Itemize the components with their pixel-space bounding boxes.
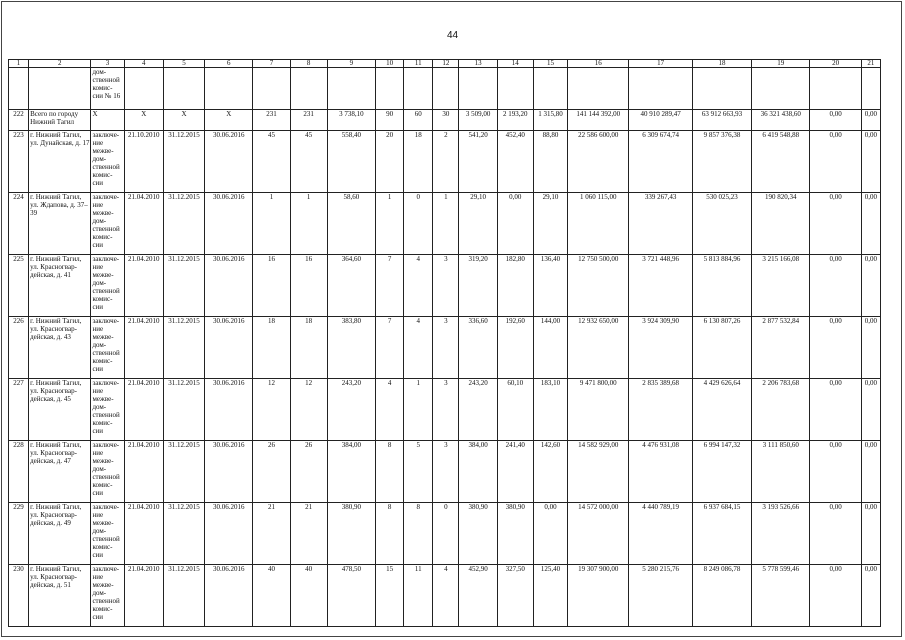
- table-cell: X: [205, 110, 253, 131]
- table-cell: [692, 68, 751, 110]
- table-cell: 90: [376, 110, 404, 131]
- table-cell: 36 321 438,60: [752, 110, 810, 131]
- table-cell: 5 813 884,96: [692, 255, 751, 317]
- table-cell: 8: [376, 441, 404, 503]
- table-cell: 2: [433, 131, 459, 193]
- table-cell: 383,80: [327, 317, 375, 379]
- column-number-cell: 16: [568, 60, 629, 68]
- table-cell: 45: [290, 131, 327, 193]
- table-row: [9, 379, 881, 441]
- table-cell: 0,00: [810, 193, 861, 255]
- table-cell: 380,90: [497, 503, 533, 565]
- table-cell: 0,00: [861, 131, 880, 193]
- table-cell: [205, 68, 253, 110]
- table-cell: [124, 68, 163, 110]
- table-cell: 12 932 650,00: [568, 317, 629, 379]
- table-cell: 6 309 674,74: [629, 131, 692, 193]
- table-cell: [163, 68, 204, 110]
- table-cell: 222: [9, 110, 29, 131]
- table-cell: 30.06.2016: [205, 193, 253, 255]
- table-cell: 380,90: [459, 503, 497, 565]
- column-number-cell: 6: [205, 60, 253, 68]
- table-cell: 4 429 626,64: [692, 379, 751, 441]
- column-number-cell: 13: [459, 60, 497, 68]
- column-number-cell: 1: [9, 60, 29, 68]
- table-cell: [253, 68, 290, 110]
- table-cell: г. Нижний Тагил, ул. Ждапова, д. 37–39: [29, 193, 91, 255]
- table-cell: 339 267,43: [629, 193, 692, 255]
- table-cell: [376, 68, 404, 110]
- table-cell: 26: [290, 441, 327, 503]
- table-cell: 21.04.2010: [124, 317, 163, 379]
- table-cell: заключе- ние межве- дом- ственной комис- сии: [91, 255, 124, 317]
- table-row: [9, 441, 881, 503]
- table-cell: 22 586 600,00: [568, 131, 629, 193]
- column-number-cell: 4: [124, 60, 163, 68]
- table-cell: 0,00: [810, 503, 861, 565]
- table-row: [9, 68, 881, 110]
- table-cell: [433, 68, 459, 110]
- table-cell: 0: [433, 503, 459, 565]
- column-number-cell: 14: [497, 60, 533, 68]
- table-cell: 558,40: [327, 131, 375, 193]
- table-cell: 21.04.2010: [124, 441, 163, 503]
- table-cell: [9, 68, 29, 110]
- table-cell: 336,60: [459, 317, 497, 379]
- table-cell: 364,60: [327, 255, 375, 317]
- table-cell: 4: [433, 565, 459, 627]
- table-cell: 182,80: [497, 255, 533, 317]
- column-number-cell: 5: [163, 60, 204, 68]
- table-cell: [568, 68, 629, 110]
- table-cell: 6 130 807,26: [692, 317, 751, 379]
- table-cell: 141 144 392,00: [568, 110, 629, 131]
- table-cell: [327, 68, 375, 110]
- table-body: [9, 60, 881, 627]
- column-number-cell: 3: [91, 60, 124, 68]
- table-cell: 30: [433, 110, 459, 131]
- table-cell: 243,20: [327, 379, 375, 441]
- table-cell: 8: [404, 503, 433, 565]
- table-cell: 18: [290, 317, 327, 379]
- table-cell: 0,00: [497, 193, 533, 255]
- column-number-row: [9, 60, 881, 68]
- table-cell: 190 820,34: [752, 193, 810, 255]
- table-cell: 0,00: [810, 441, 861, 503]
- table-cell: 230: [9, 565, 29, 627]
- table-cell: X: [91, 110, 124, 131]
- table-cell: 0: [404, 193, 433, 255]
- table-cell: 452,90: [459, 565, 497, 627]
- table-cell: 2 193,20: [497, 110, 533, 131]
- table-cell: 30.06.2016: [205, 503, 253, 565]
- table-cell: 31.12.2015: [163, 131, 204, 193]
- table-row: [9, 503, 881, 565]
- table-cell: 40: [253, 565, 290, 627]
- table-cell: 225: [9, 255, 29, 317]
- table-cell: г. Нижний Тагил, ул. Красногвар-дейская, д. 45: [29, 379, 91, 441]
- table-cell: 21.04.2010: [124, 255, 163, 317]
- column-number-cell: 7: [253, 60, 290, 68]
- table-cell: 58,60: [327, 193, 375, 255]
- table-cell: 14 582 929,00: [568, 441, 629, 503]
- table-cell: 3 738,10: [327, 110, 375, 131]
- table-cell: 478,50: [327, 565, 375, 627]
- table-cell: 31.12.2015: [163, 255, 204, 317]
- table-cell: 5 778 599,46: [752, 565, 810, 627]
- table-cell: 3 509,00: [459, 110, 497, 131]
- table-cell: 0,00: [810, 131, 861, 193]
- table-cell: 144,00: [533, 317, 567, 379]
- table-row: [9, 131, 881, 193]
- table-cell: заключе- ние межве- дом- ственной комис- сии: [91, 503, 124, 565]
- table-cell: 384,00: [327, 441, 375, 503]
- column-number-cell: 20: [810, 60, 861, 68]
- table-cell: 63 912 663,93: [692, 110, 751, 131]
- table-cell: 15: [376, 565, 404, 627]
- table-cell: 21.10.2010: [124, 131, 163, 193]
- table-cell: 3: [433, 317, 459, 379]
- table-cell: 2 835 389,68: [629, 379, 692, 441]
- table-cell: 31.12.2015: [163, 193, 204, 255]
- table-cell: [404, 68, 433, 110]
- table-cell: г. Нижний Тагил, ул. Красногвар-дейская, д. 47: [29, 441, 91, 503]
- table-cell: 1 315,80: [533, 110, 567, 131]
- table-cell: г. Нижний Тагил, ул. Красногвар-дейская, д. 49: [29, 503, 91, 565]
- table-cell: 3: [433, 379, 459, 441]
- table-cell: 226: [9, 317, 29, 379]
- table-cell: [533, 68, 567, 110]
- table-cell: 31.12.2015: [163, 379, 204, 441]
- table-cell: 3 111 850,60: [752, 441, 810, 503]
- table-cell: 31.12.2015: [163, 317, 204, 379]
- table-cell: 16: [253, 255, 290, 317]
- table-cell: 384,00: [459, 441, 497, 503]
- table-cell: 327,50: [497, 565, 533, 627]
- table-cell: 29,10: [533, 193, 567, 255]
- table-cell: 231: [290, 110, 327, 131]
- table-cell: 229: [9, 503, 29, 565]
- table-cell: 1: [290, 193, 327, 255]
- table-cell: заключе- ние межве- дом- ственной комис- сии: [91, 317, 124, 379]
- table-cell: 4: [404, 255, 433, 317]
- table-cell: 228: [9, 441, 29, 503]
- column-number-cell: 19: [752, 60, 810, 68]
- table-cell: 0,00: [861, 193, 880, 255]
- table-cell: 1: [433, 193, 459, 255]
- table-cell: заключе- ние межве- дом- ственной комис- сии: [91, 441, 124, 503]
- table-cell: 223: [9, 131, 29, 193]
- table-cell: [861, 68, 880, 110]
- table-cell: 243,20: [459, 379, 497, 441]
- table-cell: 0,00: [861, 317, 880, 379]
- table-cell: дом- ственной комис- сии № 16: [91, 68, 124, 110]
- table-cell: [459, 68, 497, 110]
- table-cell: заключе- ние межве- дом- ственной комис- сии: [91, 379, 124, 441]
- table-cell: 7: [376, 317, 404, 379]
- column-number-cell: 21: [861, 60, 880, 68]
- column-number-cell: 18: [692, 60, 751, 68]
- table-row: [9, 255, 881, 317]
- column-number-cell: 11: [404, 60, 433, 68]
- table-cell: 21: [290, 503, 327, 565]
- table-cell: 11: [404, 565, 433, 627]
- page-number: 44: [446, 30, 459, 41]
- table-cell: 2 206 783,68: [752, 379, 810, 441]
- table-cell: 88,80: [533, 131, 567, 193]
- table-cell: X: [124, 110, 163, 131]
- table-cell: 30.06.2016: [205, 565, 253, 627]
- table-cell: [290, 68, 327, 110]
- table-cell: 0,00: [861, 565, 880, 627]
- table-cell: 21.04.2010: [124, 503, 163, 565]
- table-cell: 0,00: [810, 317, 861, 379]
- table-cell: 5: [404, 441, 433, 503]
- table-cell: г. Нижний Тагил, ул. Красногвар-дейская, д. 51: [29, 565, 91, 627]
- table-cell: 21.04.2010: [124, 193, 163, 255]
- table-cell: 60: [404, 110, 433, 131]
- table-cell: X: [163, 110, 204, 131]
- table-cell: 0,00: [810, 255, 861, 317]
- table-cell: г. Нижний Тагил, ул. Красногвар-дейская, д. 41: [29, 255, 91, 317]
- table-cell: [29, 68, 91, 110]
- column-number-cell: 8: [290, 60, 327, 68]
- column-number-cell: 12: [433, 60, 459, 68]
- table-cell: 14 572 000,00: [568, 503, 629, 565]
- table-cell: заключе- ние межве- дом- ственной комис- сии: [91, 565, 124, 627]
- table-cell: 18: [404, 131, 433, 193]
- table-cell: [810, 68, 861, 110]
- table-cell: 0,00: [533, 503, 567, 565]
- table-cell: 21.04.2010: [124, 565, 163, 627]
- table-cell: 1: [253, 193, 290, 255]
- table-cell: 0,00: [810, 379, 861, 441]
- table-row: [9, 317, 881, 379]
- table-cell: 1 060 115,00: [568, 193, 629, 255]
- table-cell: 21.04.2010: [124, 379, 163, 441]
- table-cell: заключе- ние межве- дом- ственной комис- сии: [91, 193, 124, 255]
- table-cell: 136,40: [533, 255, 567, 317]
- table-cell: 8: [376, 503, 404, 565]
- table-cell: заключе- ние межве- дом- ственной комис- сии: [91, 131, 124, 193]
- table-cell: 26: [253, 441, 290, 503]
- table-cell: 4: [376, 379, 404, 441]
- table-cell: 12: [253, 379, 290, 441]
- table-cell: 0,00: [861, 379, 880, 441]
- table-cell: 3 924 309,90: [629, 317, 692, 379]
- table-row: [9, 193, 881, 255]
- table-cell: 45: [253, 131, 290, 193]
- table-cell: 231: [253, 110, 290, 131]
- table-row: [9, 110, 881, 131]
- table-cell: 30.06.2016: [205, 255, 253, 317]
- table-cell: 0,00: [810, 110, 861, 131]
- table-cell: 183,10: [533, 379, 567, 441]
- register-table: [8, 59, 881, 627]
- table-cell: Всего по городу Нижний Тагил: [29, 110, 91, 131]
- table-cell: г. Нижний Тагил, ул. Дунайская, д. 17: [29, 131, 91, 193]
- table-cell: 29,10: [459, 193, 497, 255]
- table-cell: 30.06.2016: [205, 317, 253, 379]
- table-cell: 227: [9, 379, 29, 441]
- table-cell: 1: [404, 379, 433, 441]
- table-cell: 16: [290, 255, 327, 317]
- table-cell: 125,40: [533, 565, 567, 627]
- table-cell: г. Нижний Тагил, ул. Красногвар-дейская, д. 43: [29, 317, 91, 379]
- table-cell: 2 877 532,84: [752, 317, 810, 379]
- table-cell: 60,10: [497, 379, 533, 441]
- table-cell: [752, 68, 810, 110]
- table-cell: 30.06.2016: [205, 131, 253, 193]
- table-cell: 5 280 215,76: [629, 565, 692, 627]
- table-cell: 0,00: [810, 565, 861, 627]
- table-cell: [497, 68, 533, 110]
- table-cell: 30.06.2016: [205, 379, 253, 441]
- table-cell: 380,90: [327, 503, 375, 565]
- table-cell: 142,60: [533, 441, 567, 503]
- table-cell: 8 249 086,78: [692, 565, 751, 627]
- table-cell: 40: [290, 565, 327, 627]
- table-cell: 18: [253, 317, 290, 379]
- table-cell: 1: [376, 193, 404, 255]
- table-cell: 3 215 166,08: [752, 255, 810, 317]
- table-cell: 9 471 800,00: [568, 379, 629, 441]
- table-cell: 530 025,23: [692, 193, 751, 255]
- table-cell: 4: [404, 317, 433, 379]
- table-cell: [629, 68, 692, 110]
- table-cell: 3 721 448,96: [629, 255, 692, 317]
- column-number-cell: 17: [629, 60, 692, 68]
- table-cell: 0,00: [861, 110, 880, 131]
- table-cell: 3: [433, 441, 459, 503]
- table-cell: 31.12.2015: [163, 441, 204, 503]
- table-cell: 3 193 526,66: [752, 503, 810, 565]
- table-cell: 40 910 289,47: [629, 110, 692, 131]
- table-cell: 3: [433, 255, 459, 317]
- table-cell: 6 994 147,32: [692, 441, 751, 503]
- table-row: [9, 565, 881, 627]
- table-cell: 12 750 500,00: [568, 255, 629, 317]
- column-number-cell: 9: [327, 60, 375, 68]
- table-cell: 0,00: [861, 503, 880, 565]
- table-cell: 319,20: [459, 255, 497, 317]
- table-cell: 6 937 684,15: [692, 503, 751, 565]
- table-cell: 21: [253, 503, 290, 565]
- table-cell: 30.06.2016: [205, 441, 253, 503]
- table-cell: 20: [376, 131, 404, 193]
- table-cell: 0,00: [861, 255, 880, 317]
- table-cell: 31.12.2015: [163, 565, 204, 627]
- table-cell: 241,40: [497, 441, 533, 503]
- table-cell: 452,40: [497, 131, 533, 193]
- column-number-cell: 15: [533, 60, 567, 68]
- table-cell: 31.12.2015: [163, 503, 204, 565]
- table-cell: 224: [9, 193, 29, 255]
- table-cell: 0,00: [861, 441, 880, 503]
- table-cell: 6 419 548,88: [752, 131, 810, 193]
- table-cell: 12: [290, 379, 327, 441]
- table-cell: 7: [376, 255, 404, 317]
- table-cell: 19 307 900,00: [568, 565, 629, 627]
- table-cell: 4 476 931,08: [629, 441, 692, 503]
- table-cell: 192,60: [497, 317, 533, 379]
- table-cell: 9 857 376,38: [692, 131, 751, 193]
- table-cell: 541,20: [459, 131, 497, 193]
- column-number-cell: 10: [376, 60, 404, 68]
- table-cell: 4 440 789,19: [629, 503, 692, 565]
- column-number-cell: 2: [29, 60, 91, 68]
